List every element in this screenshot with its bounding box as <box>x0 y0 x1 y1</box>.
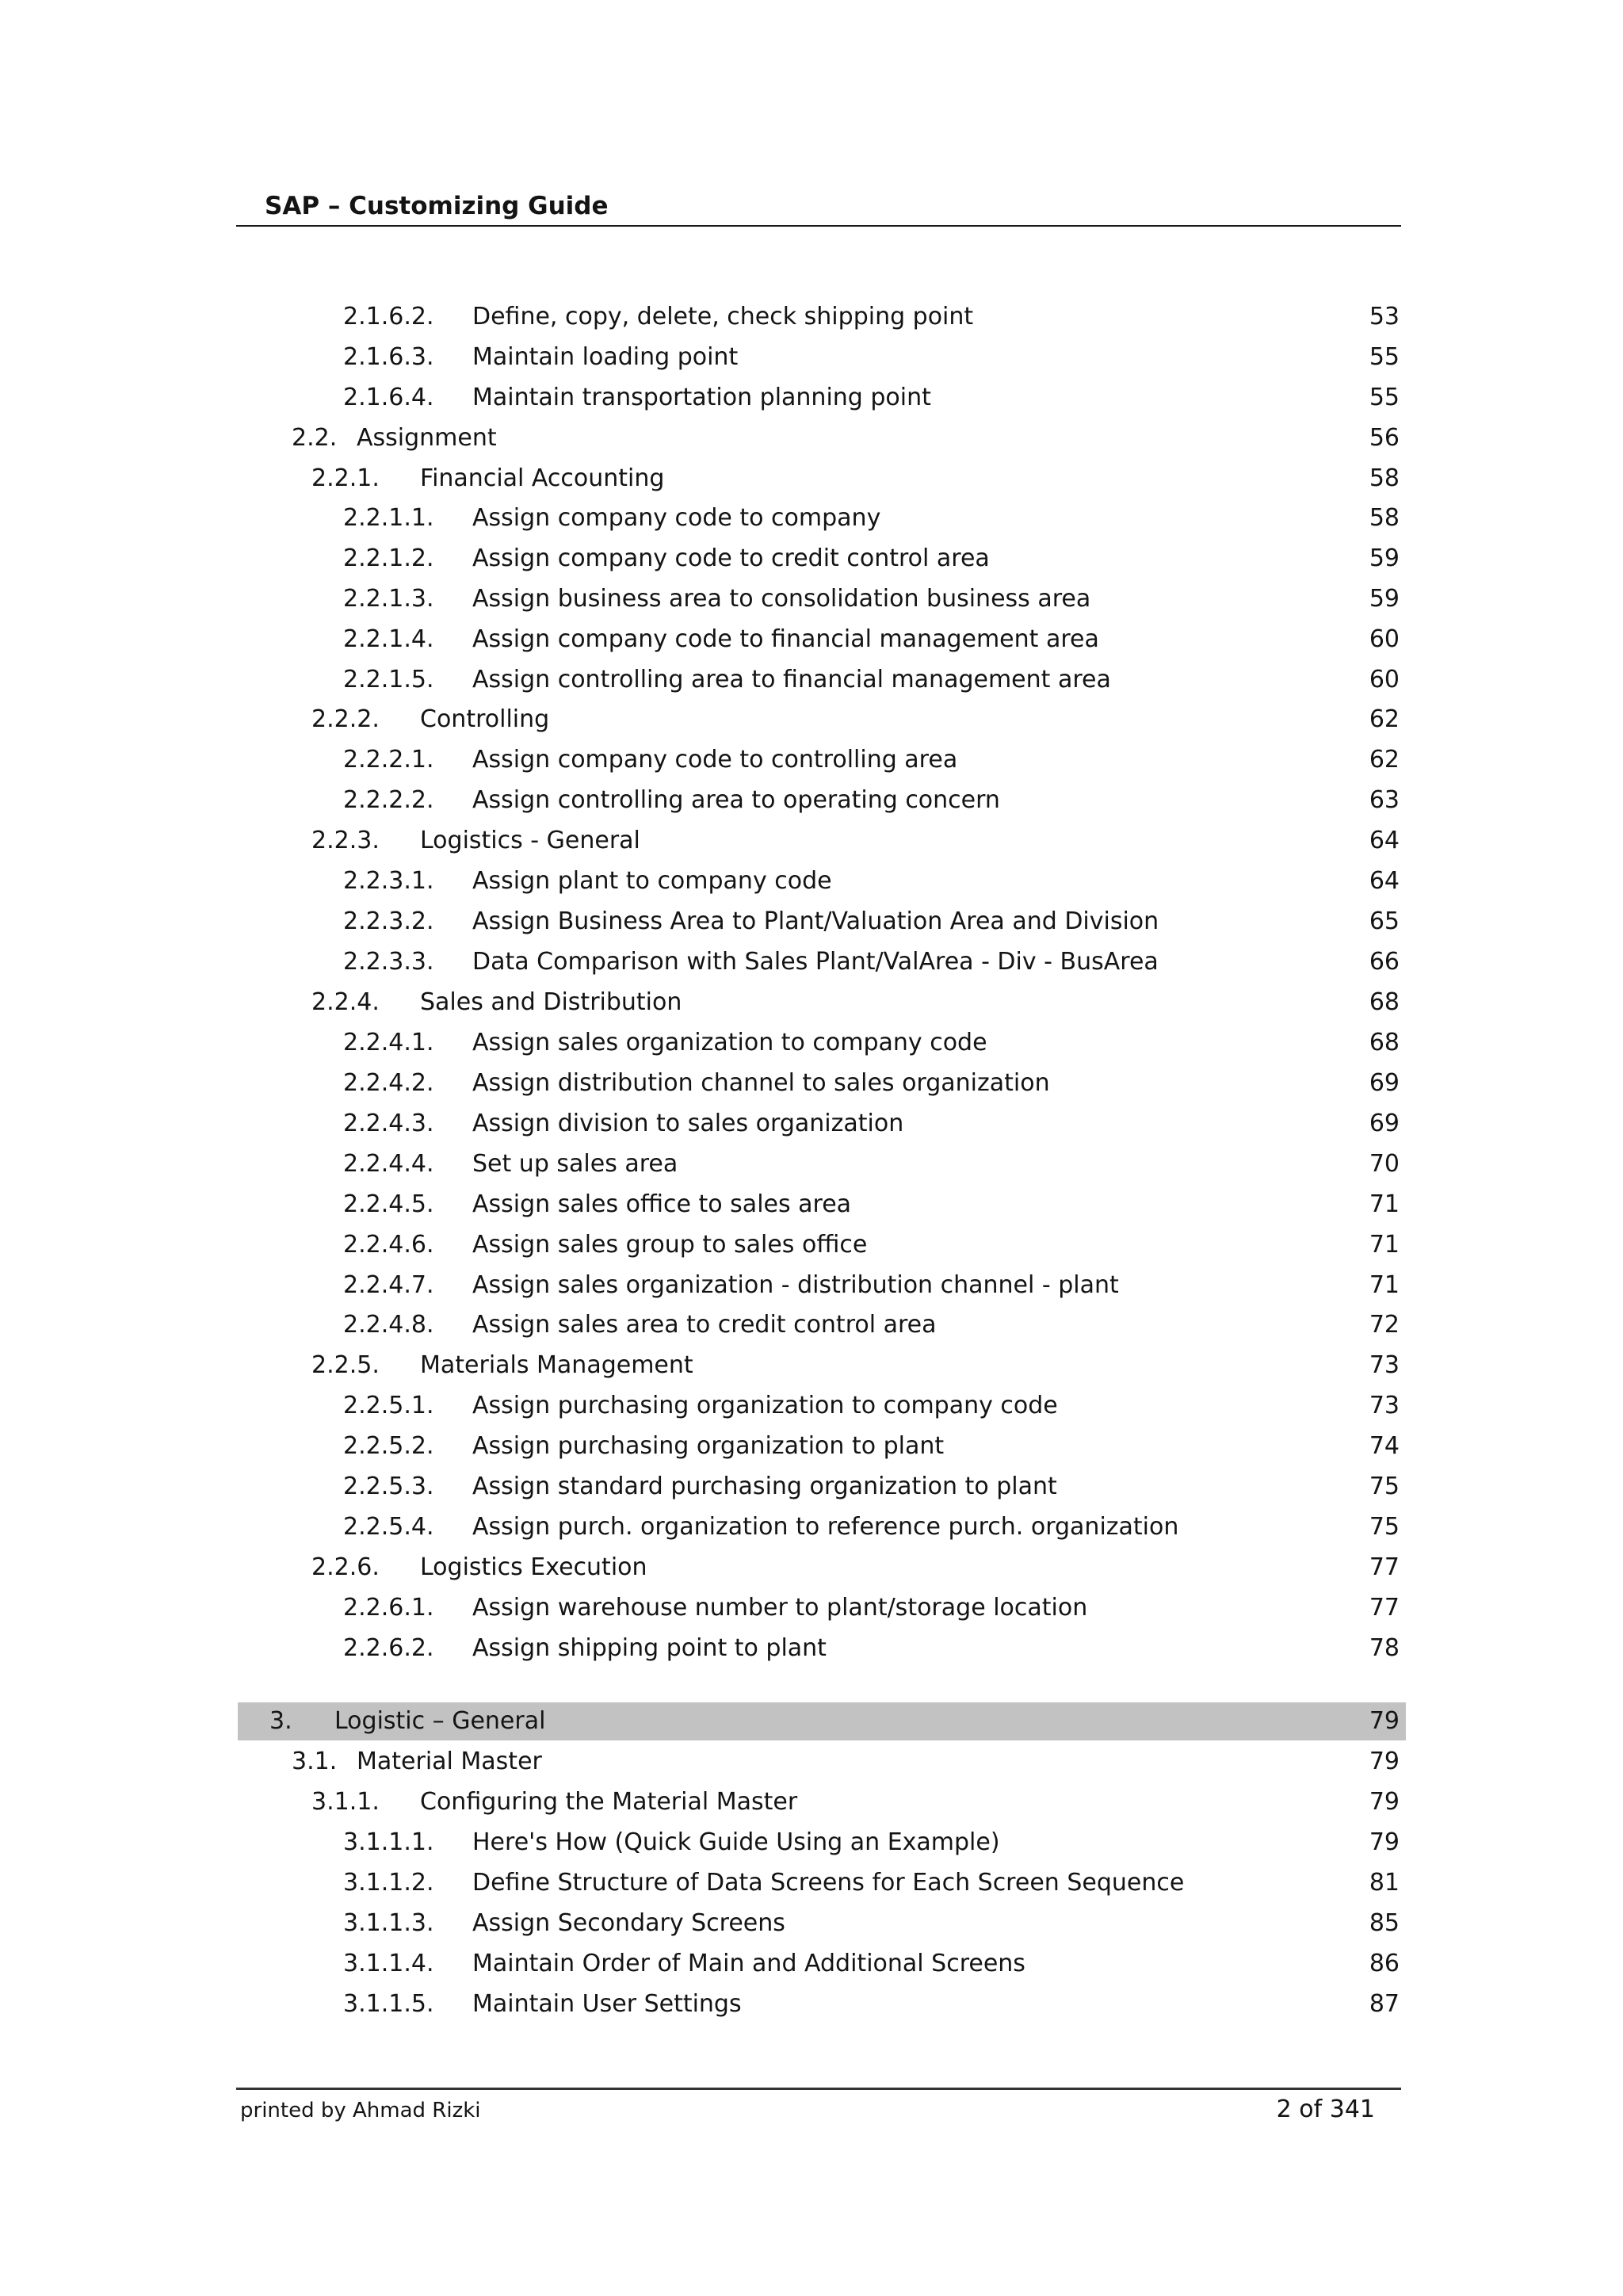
toc-entry[interactable] <box>0 1508 1623 1546</box>
toc-entry-number: 2.1.6.2. <box>343 303 434 330</box>
toc-entry-number: 3.1.1.5. <box>343 1990 434 2018</box>
toc-entry-number: 3.1.1. <box>311 1788 380 1816</box>
toc-entry-page: 58 <box>1369 464 1400 492</box>
toc-entry-page: 60 <box>1369 625 1400 653</box>
toc-entry[interactable] <box>0 580 1623 618</box>
toc-entry-page: 77 <box>1369 1553 1400 1581</box>
toc-entry-title: Configuring the Material Master <box>420 1788 798 1816</box>
toc-entry[interactable] <box>0 1105 1623 1143</box>
toc-entry-title: Assign distribution channel to sales organization <box>472 1069 1050 1097</box>
toc-entry-page: 71 <box>1369 1190 1400 1218</box>
toc-entry-title: Assign sales organization to company code <box>472 1029 987 1056</box>
toc-entry-number: 2.1.6.4. <box>343 384 434 411</box>
toc-entry-number: 2.2.2. <box>311 705 380 733</box>
toc-entry-page: 62 <box>1369 746 1400 774</box>
toc-entry[interactable] <box>0 1387 1623 1425</box>
toc-entry-page: 55 <box>1369 384 1400 411</box>
toc-entry-number: 2.2.4.5. <box>343 1190 434 1218</box>
toc-entry-section-heading[interactable] <box>0 1702 1623 1740</box>
toc-entry-page: 85 <box>1369 1909 1400 1937</box>
toc-entry-title: Assign standard purchasing organization to plant <box>472 1473 1057 1500</box>
toc-entry[interactable] <box>0 1145 1623 1183</box>
toc-entry-page: 75 <box>1369 1473 1400 1500</box>
toc-entry-number: 2.2.5.2. <box>343 1432 434 1460</box>
toc-entry[interactable] <box>0 621 1623 659</box>
toc-entry-title: Assign controlling area to operating concern <box>472 786 1000 814</box>
toc-entry-number: 2.2. <box>292 424 338 452</box>
toc-entry[interactable] <box>0 338 1623 376</box>
toc-entry-title: Assign Secondary Screens <box>472 1909 785 1937</box>
toc-entry-number: 3. <box>269 1707 292 1735</box>
toc-entry[interactable] <box>0 419 1623 457</box>
toc-entry[interactable] <box>0 984 1623 1022</box>
toc-entry[interactable] <box>0 1864 1623 1902</box>
toc-entry-page: 69 <box>1369 1069 1400 1097</box>
toc-entry-number: 2.2.4.1. <box>343 1029 434 1056</box>
toc-entry[interactable] <box>0 1945 1623 1983</box>
toc-entry-number: 3.1.1.1. <box>343 1828 434 1856</box>
toc-entry[interactable] <box>0 1186 1623 1224</box>
toc-entry-title: Controlling <box>420 705 550 733</box>
footer-printed-by: printed by Ahmad Rizki <box>240 2099 481 2122</box>
toc-entry-title: Set up sales area <box>472 1150 678 1178</box>
toc-entry-number: 2.2.4.2. <box>343 1069 434 1097</box>
toc-entry-title: Maintain transportation planning point <box>472 384 931 411</box>
toc-entry[interactable] <box>0 1985 1623 2023</box>
toc-entry-title: Assign controlling area to financial management area <box>472 666 1111 693</box>
toc-entry-title: Financial Accounting <box>420 464 665 492</box>
toc-entry[interactable] <box>0 741 1623 779</box>
toc-entry-number: 2.2.4. <box>311 988 380 1016</box>
toc-entry-page: 70 <box>1369 1150 1400 1178</box>
toc-entry[interactable] <box>0 1226 1623 1264</box>
toc-entry[interactable] <box>0 862 1623 900</box>
toc-entry-page: 86 <box>1369 1950 1400 1977</box>
toc-entry[interactable] <box>0 540 1623 578</box>
toc-entry-title: Maintain User Settings <box>472 1990 742 2018</box>
toc-entry-title: Logistics Execution <box>420 1553 647 1581</box>
toc-entry-page: 55 <box>1369 343 1400 371</box>
toc-entry-number: 2.2.4.6. <box>343 1231 434 1259</box>
toc-entry-number: 2.2.1.1. <box>343 504 434 532</box>
toc-entry-page: 53 <box>1369 303 1400 330</box>
toc-entry-number: 2.2.1.5. <box>343 666 434 693</box>
toc-entry-page: 87 <box>1369 1990 1400 2018</box>
toc-entry-number: 2.2.5.4. <box>343 1513 434 1541</box>
toc-entry[interactable] <box>0 1589 1623 1627</box>
toc-entry-page: 69 <box>1369 1110 1400 1137</box>
toc-entry-number: 2.2.3. <box>311 827 380 854</box>
toc-entry-title: Assign sales group to sales office <box>472 1231 868 1259</box>
toc-entry-page: 56 <box>1369 424 1400 452</box>
toc-entry-number: 2.2.6.1. <box>343 1594 434 1622</box>
toc-entry-number: 2.2.1.3. <box>343 585 434 613</box>
toc-entry[interactable] <box>0 379 1623 417</box>
toc-entry[interactable] <box>0 661 1623 699</box>
toc-entry[interactable] <box>0 943 1623 981</box>
toc-entry-page: 79 <box>1369 1828 1400 1856</box>
toc-entry[interactable] <box>0 1549 1623 1587</box>
toc-entry-page: 62 <box>1369 705 1400 733</box>
toc-entry-title: Assign purchasing organization to plant <box>472 1432 945 1460</box>
toc-entry-title: Assign business area to consolidation business area <box>472 585 1091 613</box>
toc-entry[interactable] <box>0 781 1623 819</box>
toc-entry-number: 2.2.3.3. <box>343 948 434 976</box>
toc-entry-title: Assign warehouse number to plant/storage location <box>472 1594 1088 1622</box>
toc-entry-number: 2.2.1.2. <box>343 544 434 572</box>
toc-entry[interactable] <box>0 822 1623 860</box>
toc-entry-number: 2.2.5. <box>311 1351 380 1379</box>
footer-page-indicator: 2 of 341 <box>1276 2095 1375 2123</box>
toc-entry-title: Sales and Distribution <box>420 988 682 1016</box>
toc-entry-number: 2.2.1. <box>311 464 380 492</box>
toc-entry-title: Maintain Order of Main and Additional Screens <box>472 1950 1025 1977</box>
toc-entry-title: Assign purchasing organization to company code <box>472 1392 1058 1419</box>
toc-entry-page: 74 <box>1369 1432 1400 1460</box>
toc-entry[interactable] <box>0 1427 1623 1465</box>
toc-entry-page: 68 <box>1369 988 1400 1016</box>
toc-entry-number: 2.2.3.2. <box>343 907 434 935</box>
toc-entry-title: Assign sales organization - distribution channel - plant <box>472 1271 1119 1299</box>
toc-entry-number: 2.2.4.7. <box>343 1271 434 1299</box>
toc-entry-page: 81 <box>1369 1869 1400 1897</box>
toc-entry[interactable] <box>0 903 1623 941</box>
toc-entry[interactable] <box>0 1468 1623 1506</box>
toc-entry-page: 59 <box>1369 544 1400 572</box>
toc-entry-title: Data Comparison with Sales Plant/ValArea - Div - BusArea <box>472 948 1159 976</box>
toc-entry-number: 2.2.2.1. <box>343 746 434 774</box>
toc-entry-number: 2.2.6. <box>311 1553 380 1581</box>
toc-entry-title: Assign plant to company code <box>472 867 832 895</box>
toc-entry-page: 71 <box>1369 1231 1400 1259</box>
toc-entry-title: Materials Management <box>420 1351 693 1379</box>
toc-entry-number: 2.2.2.2. <box>343 786 434 814</box>
toc-entry-number: 2.2.1.4. <box>343 625 434 653</box>
toc-entry-page: 79 <box>1369 1788 1400 1816</box>
toc-entry[interactable] <box>0 1064 1623 1102</box>
toc-entry[interactable] <box>0 1024 1623 1062</box>
toc-entry-page: 79 <box>1369 1707 1400 1735</box>
toc-entry-title: Assign Business Area to Plant/Valuation Area and Division <box>472 907 1159 935</box>
toc-entry-number: 2.2.4.8. <box>343 1311 434 1339</box>
toc-entry-page: 73 <box>1369 1351 1400 1379</box>
toc-entry-page: 65 <box>1369 907 1400 935</box>
toc-entry-number: 2.2.4.4. <box>343 1150 434 1178</box>
toc-entry-page: 78 <box>1369 1634 1400 1662</box>
toc-entry-title: Assign division to sales organization <box>472 1110 904 1137</box>
toc-entry[interactable] <box>0 1783 1623 1821</box>
page-header-title: SAP – Customizing Guide <box>265 192 609 220</box>
toc-entry-number: 2.2.5.1. <box>343 1392 434 1419</box>
toc-entry-page: 72 <box>1369 1311 1400 1339</box>
toc-entry-page: 63 <box>1369 786 1400 814</box>
toc-entry-title: Assignment <box>357 424 497 452</box>
toc-entry-title: Assign company code to financial management area <box>472 625 1099 653</box>
toc-entry-title: Assign company code to controlling area <box>472 746 958 774</box>
toc-entry-page: 66 <box>1369 948 1400 976</box>
toc-entry-number: 2.1.6.3. <box>343 343 434 371</box>
toc-entry-page: 79 <box>1369 1748 1400 1775</box>
toc-entry-title: Logistics - General <box>420 827 640 854</box>
toc-entry-page: 60 <box>1369 666 1400 693</box>
toc-entry-number: 2.2.5.3. <box>343 1473 434 1500</box>
toc-entry[interactable] <box>0 298 1623 336</box>
toc-entry[interactable] <box>0 1904 1623 1943</box>
toc-entry-number: 2.2.4.3. <box>343 1110 434 1137</box>
toc-entry[interactable] <box>0 1743 1623 1781</box>
toc-entry-page: 73 <box>1369 1392 1400 1419</box>
toc-entry-title: Here's How (Quick Guide Using an Example) <box>472 1828 1000 1856</box>
toc-entry-number: 2.2.6.2. <box>343 1634 434 1662</box>
toc-entry-page: 77 <box>1369 1594 1400 1622</box>
toc-entry[interactable] <box>0 1629 1623 1668</box>
toc-entry-number: 3.1.1.2. <box>343 1869 434 1897</box>
toc-entry[interactable] <box>0 1266 1623 1305</box>
toc-entry-page: 64 <box>1369 867 1400 895</box>
toc-entry-number: 2.2.3.1. <box>343 867 434 895</box>
toc-entry-number: 3.1.1.4. <box>343 1950 434 1977</box>
toc-entry[interactable] <box>0 1306 1623 1344</box>
toc-entry-title: Assign company code to credit control area <box>472 544 990 572</box>
toc-entry-page: 68 <box>1369 1029 1400 1056</box>
toc-entry-title: Logistic – General <box>334 1707 546 1735</box>
toc-entry[interactable] <box>0 499 1623 537</box>
toc-entry-title: Maintain loading point <box>472 343 739 371</box>
toc-entry-page: 58 <box>1369 504 1400 532</box>
toc-entry-title: Assign sales area to credit control area <box>472 1311 937 1339</box>
toc-entry-title: Assign shipping point to plant <box>472 1634 827 1662</box>
toc-entry-title: Define, copy, delete, check shipping point <box>472 303 974 330</box>
toc-entry-title: Assign company code to company <box>472 504 881 532</box>
toc-entry[interactable] <box>0 701 1623 739</box>
toc-entry[interactable] <box>0 1824 1623 1862</box>
footer-divider <box>236 2088 1401 2090</box>
toc-entry-title: Assign purch. organization to reference purch. organization <box>472 1513 1179 1541</box>
toc-entry-number: 3.1.1.3. <box>343 1909 434 1937</box>
toc-entry-page: 64 <box>1369 827 1400 854</box>
toc-entry-page: 71 <box>1369 1271 1400 1299</box>
toc-entry-title: Material Master <box>357 1748 542 1775</box>
toc-entry-page: 75 <box>1369 1513 1400 1541</box>
toc-entry[interactable] <box>0 1347 1623 1385</box>
toc-entry-title: Define Structure of Data Screens for Each Screen Sequence <box>472 1869 1185 1897</box>
toc-entry-number: 3.1. <box>292 1748 338 1775</box>
toc-entry-title: Assign sales office to sales area <box>472 1190 852 1218</box>
toc-entry[interactable] <box>0 460 1623 498</box>
toc-entry-page: 59 <box>1369 585 1400 613</box>
